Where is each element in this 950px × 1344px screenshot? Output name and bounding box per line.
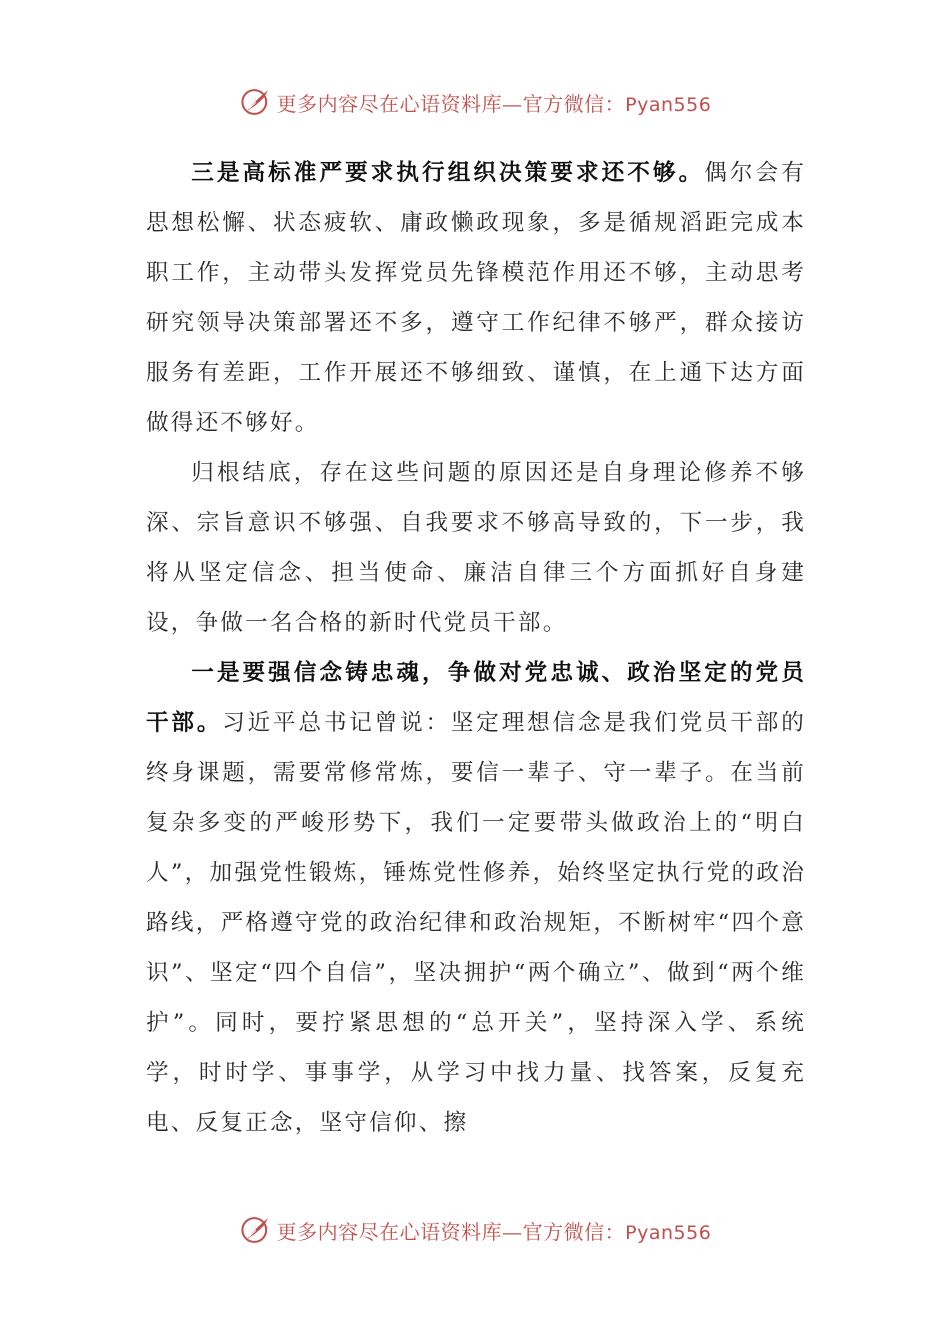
paragraph — [146, 448, 806, 648]
wechat-id: Pyan556 — [625, 93, 712, 116]
paragraph-body: 归根结底，存在这些问题的原因还是自身理论修养不够深、宗旨意识不够强、自我要求不够高导致的，下一步，我将从坚定信念、担当使命、廉洁自律三个方面抓好自身建设，争做一名合格的新时代党员干部。 — [146, 460, 806, 636]
paragraph — [146, 148, 806, 448]
paragraph — [146, 648, 806, 1148]
wechat-id: Pyan556 — [625, 1221, 712, 1244]
paragraph-lead: 一是要强信念铸忠魂，争做对党忠诚、政治坚定的党员干部。 — [146, 660, 806, 736]
banner-text: 更多内容尽在心语资料库—官方微信：Pyan556 — [276, 1219, 712, 1244]
pen-nib-logo-icon — [239, 85, 273, 119]
paragraph-lead: 三是高标准严要求执行组织决策要求还不够。 — [191, 160, 705, 186]
footer-banner — [0, 1210, 950, 1250]
banner-text: 更多内容尽在心语资料库—官方微信：Pyan556 — [276, 91, 712, 116]
paragraph-body: 习近平总书记曾说：坚定理想信念是我们党员干部的终身课题，需要常修常炼，要信一辈子、守一辈子。在当前复杂多变的严峻形势下，我们一定要带头做政治上的“明白人”，加强党性锻炼，锤炼党性修养，始终坚定执行党的政治路线，严格遵守党的政治纪律和政治规矩，不断树牢“四个意识”、坚定“四个自信”，坚决拥护“两个确立”、做到“两个维护”。同时，要拧紧思想的“总开关”，坚持深入学、系统学，时时学、事事学，从学习中找力量、找答案，反复充电、反复正念，坚守信仰、擦 — [146, 710, 806, 1136]
header-banner — [0, 82, 950, 122]
paragraph-body: 偶尔会有思想松懈、状态疲软、庸政懒政现象，多是循规滔距完成本职工作，主动带头发挥党员先锋模范作用还不够，主动思考研究领导决策部署还不多，遵守工作纪律不够严，群众接访服务有差距，工作开展还不够细致、谨慎，在上通下达方面做得还不够好。 — [146, 160, 807, 436]
document-body — [146, 148, 806, 1148]
pen-nib-logo-icon — [239, 1213, 273, 1247]
